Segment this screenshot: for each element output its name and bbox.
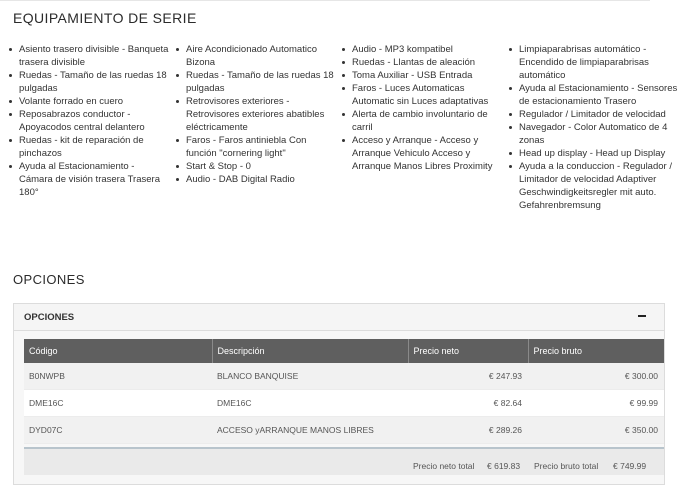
list-item: Toma Auxiliar - USB Entrada: [352, 69, 502, 82]
bruto-total-value: € 749.99: [613, 461, 647, 471]
table-row: [24, 390, 664, 417]
cell-codigo: B0NWPB: [24, 363, 212, 390]
table-header-row: [24, 339, 664, 363]
list-item: Navegador - Color Automatico de 4 zonas: [519, 121, 679, 147]
equipamiento-column-3: [340, 43, 502, 173]
list-item: Aire Acondicionado Automatico Bizona: [186, 43, 336, 69]
opciones-panel-title: OPCIONES: [24, 312, 75, 323]
cell-precio-neto: € 82.64: [408, 390, 528, 417]
cell-precio-neto: € 289.26: [408, 417, 528, 444]
list-item: Reposabrazos conductor - Apoyacodos central delantero: [19, 108, 169, 134]
cell-precio-bruto: € 350.00: [528, 417, 664, 444]
list-item: Ruedas - Llantas de aleación: [352, 56, 502, 69]
list-item: Asiento trasero divisible - Banqueta trasera divisible: [19, 44, 169, 68]
list-item: Volante forrado en cuero: [19, 95, 169, 108]
list-item: Start & Stop - 0: [186, 160, 336, 173]
opciones-panel-header[interactable]: [14, 304, 664, 331]
opciones-table: [24, 339, 664, 444]
list-item: Ruedas - Tamaño de las ruedas 18 pulgadas: [186, 69, 336, 95]
list-item: Audio - DAB Digital Radio: [186, 173, 336, 186]
equipamiento-title: EQUIPAMIENTO DE SERIE: [13, 10, 197, 26]
cell-precio-bruto: € 99.99: [528, 390, 664, 417]
list-item: Head up display - Head up Display: [519, 147, 679, 160]
list-item: Ayuda a la conduccion - Regulador / Limitador de velocidad Adaptiver Geschwindigkeitsregler mit auto. Gefahrenbremsung: [519, 160, 679, 212]
list-item: Faros - Faros antiniebla Con función "cornering light": [186, 134, 336, 160]
column-header-codigo: Código: [24, 339, 212, 363]
totals-row: [24, 447, 664, 475]
list-item: Ruedas - Tamaño de las ruedas 18 pulgadas: [19, 69, 169, 95]
collapse-minus-icon[interactable]: [637, 311, 647, 321]
opciones-section-title: OPCIONES: [13, 272, 85, 287]
list-item: Acceso y Arranque - Acceso y Arranque Vehiculo Acceso y Arranque Manos Libres Proximity: [352, 134, 502, 173]
list-item: Alerta de cambio involuntario de carril: [352, 108, 502, 134]
table-row: [24, 417, 664, 444]
cell-codigo: DME16C: [24, 390, 212, 417]
cell-codigo: DYD07C: [24, 417, 212, 444]
cell-descripcion: ACCESO yARRANQUE MANOS LIBRES: [212, 417, 408, 444]
cell-precio-neto: € 247.93: [408, 363, 528, 390]
bruto-total-label: Precio bruto total: [534, 461, 599, 471]
column-header-precio-neto: Precio neto: [408, 339, 528, 363]
equipamiento-column-2: [174, 43, 336, 186]
column-header-descripcion: Descripción: [212, 339, 408, 363]
list-item: Regulador / Limitador de velocidad: [519, 108, 679, 121]
equipamiento-column-4: [507, 43, 679, 212]
list-item: Ayuda al Estacionamiento - Cámara de visión trasera Trasera 180°: [19, 160, 169, 199]
cell-precio-bruto: € 300.00: [528, 363, 664, 390]
list-item: Ayuda al Estacionamiento - Sensores de estacionamiento Trasero: [519, 83, 678, 107]
list-item: Faros - Luces Automaticas Automatic sin Luces adaptativas: [352, 82, 502, 108]
list-item: Audio - MP3 kompatibel: [352, 43, 502, 56]
neto-total-value: € 619.83: [487, 461, 521, 471]
top-divider: [0, 0, 650, 1]
table-row: [24, 363, 664, 390]
column-header-precio-bruto: Precio bruto: [528, 339, 664, 363]
list-item: Retrovisores exteriores - Retrovisores exteriores abatibles eléctricamente: [186, 95, 336, 134]
equipamiento-column-1: [7, 43, 169, 199]
cell-descripcion: DME16C: [212, 390, 408, 417]
list-item: Ruedas - kit de reparación de pinchazos: [19, 134, 169, 160]
opciones-panel: [13, 303, 665, 485]
cell-descripcion: BLANCO BANQUISE: [212, 363, 408, 390]
list-item: Limpiaparabrisas automático - Encendido de limpiaparabrisas automático: [519, 43, 679, 82]
neto-total-label: Precio neto total: [413, 461, 475, 471]
